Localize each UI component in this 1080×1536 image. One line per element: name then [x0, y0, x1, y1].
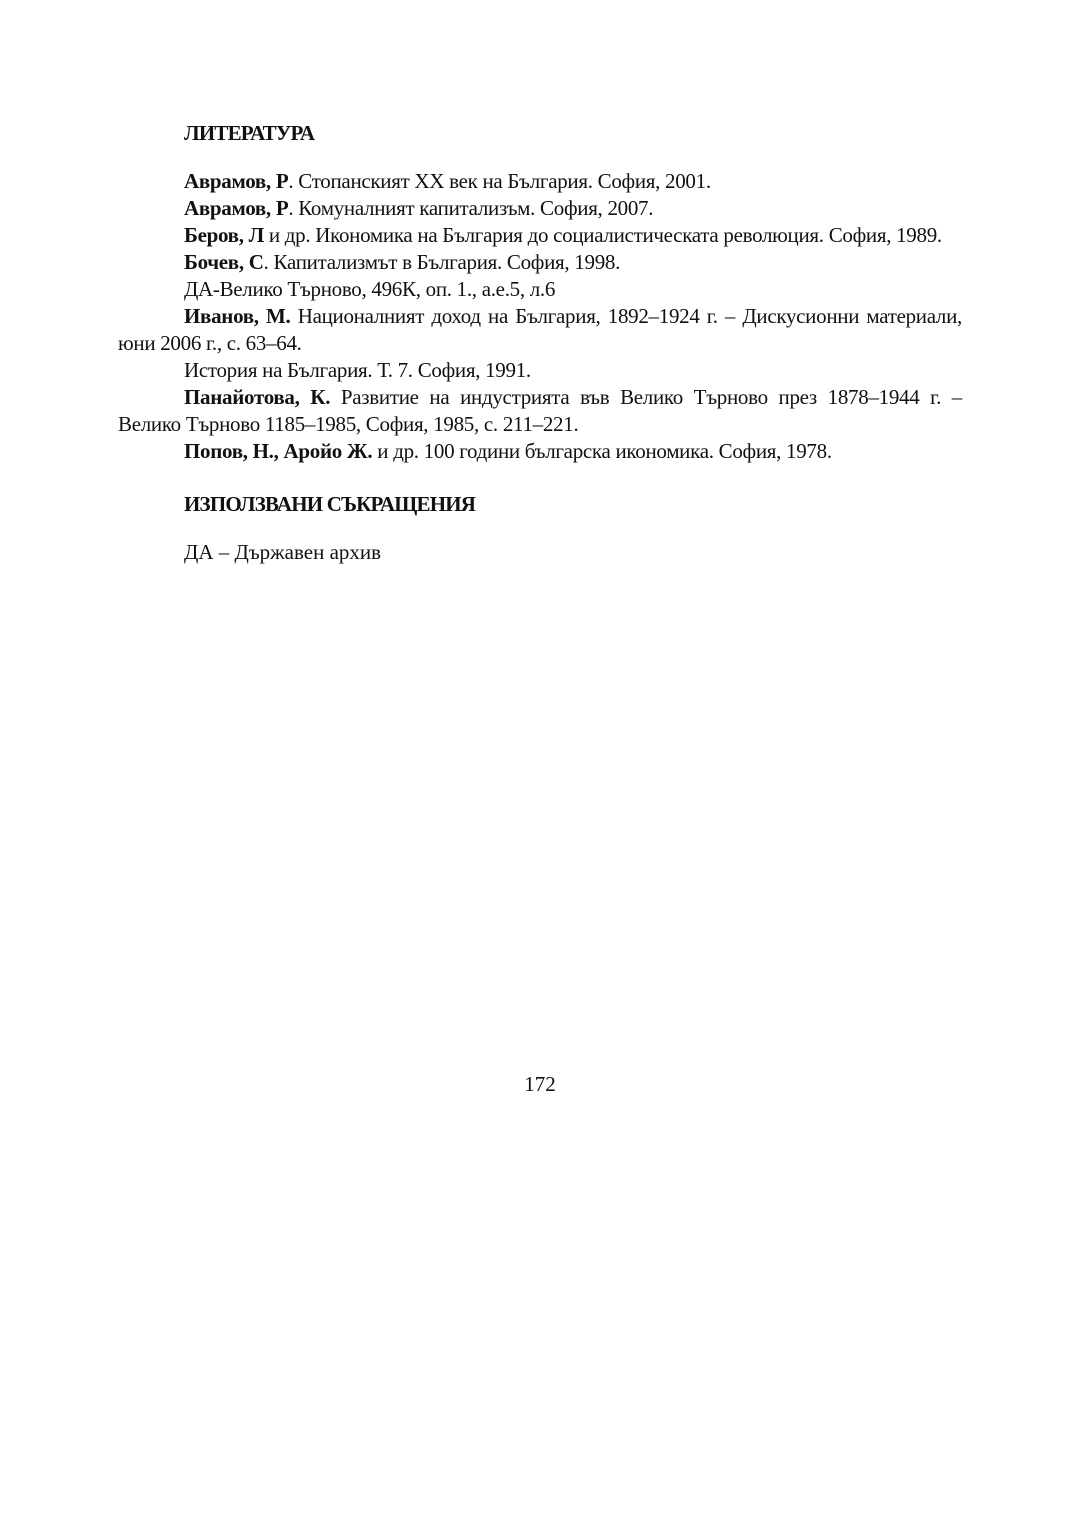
entry-author: Бочев, С — [184, 250, 264, 274]
entry-author: Панайотова, К. — [184, 385, 331, 409]
literature-entry — [118, 303, 962, 357]
entry-text: . Комуналният капитализъм. София, 2007. — [288, 196, 654, 220]
literature-entry — [118, 384, 962, 438]
entry-author: Иванов, М. — [184, 304, 291, 328]
abbreviations-list — [118, 539, 962, 566]
literature-entry — [118, 195, 962, 222]
entry-text: и др. 100 години българска икономика. София, 1978. — [372, 439, 832, 463]
entry-author: Беров, Л — [184, 223, 264, 247]
entry-author: Аврамов, Р — [184, 196, 289, 220]
entry-text: Развитие на индустрията във Велико Търново през 1878–1944 г. – Велико Търново 1185–1985, София, 1985, с. 211–221. — [118, 385, 962, 436]
entry-author: Попов, Н., Аройо Ж. — [184, 439, 373, 463]
literature-entry — [118, 249, 962, 276]
abbreviation-item: ДА – Държавен архив — [184, 540, 382, 564]
entry-text: Националният доход на България, 1892–1924 г. – Дискусионни материали, юни 2006 г., с. 63–64. — [118, 304, 963, 355]
entry-text: История на България. Т. 7. София, 1991. — [184, 358, 531, 382]
literature-entry — [118, 222, 962, 249]
literature-entry — [118, 276, 962, 303]
abbreviations-heading: ИЗПОЛЗВАНИ СЪКРАЩЕНИЯ — [184, 492, 476, 516]
page-content — [118, 118, 962, 566]
literature-list — [118, 168, 962, 465]
entry-text: ДА-Велико Търново, 496К, оп. 1., а.е.5, л.6 — [184, 277, 556, 301]
entry-text: . Капитализмът в България. София, 1998. — [263, 250, 621, 274]
literature-entry — [118, 438, 962, 465]
literature-entry — [118, 168, 962, 195]
literature-entry — [118, 357, 962, 384]
literature-heading: ЛИТЕРАТУРА — [184, 121, 315, 145]
entry-text: . Стопанският ХХ век на България. София, 2001. — [288, 169, 711, 193]
entry-text: и др. Икономика на България до социалистическата революция. София, 1989. — [263, 223, 942, 247]
entry-author: Аврамов, Р — [184, 169, 289, 193]
page-number: 172 — [524, 1072, 556, 1096]
